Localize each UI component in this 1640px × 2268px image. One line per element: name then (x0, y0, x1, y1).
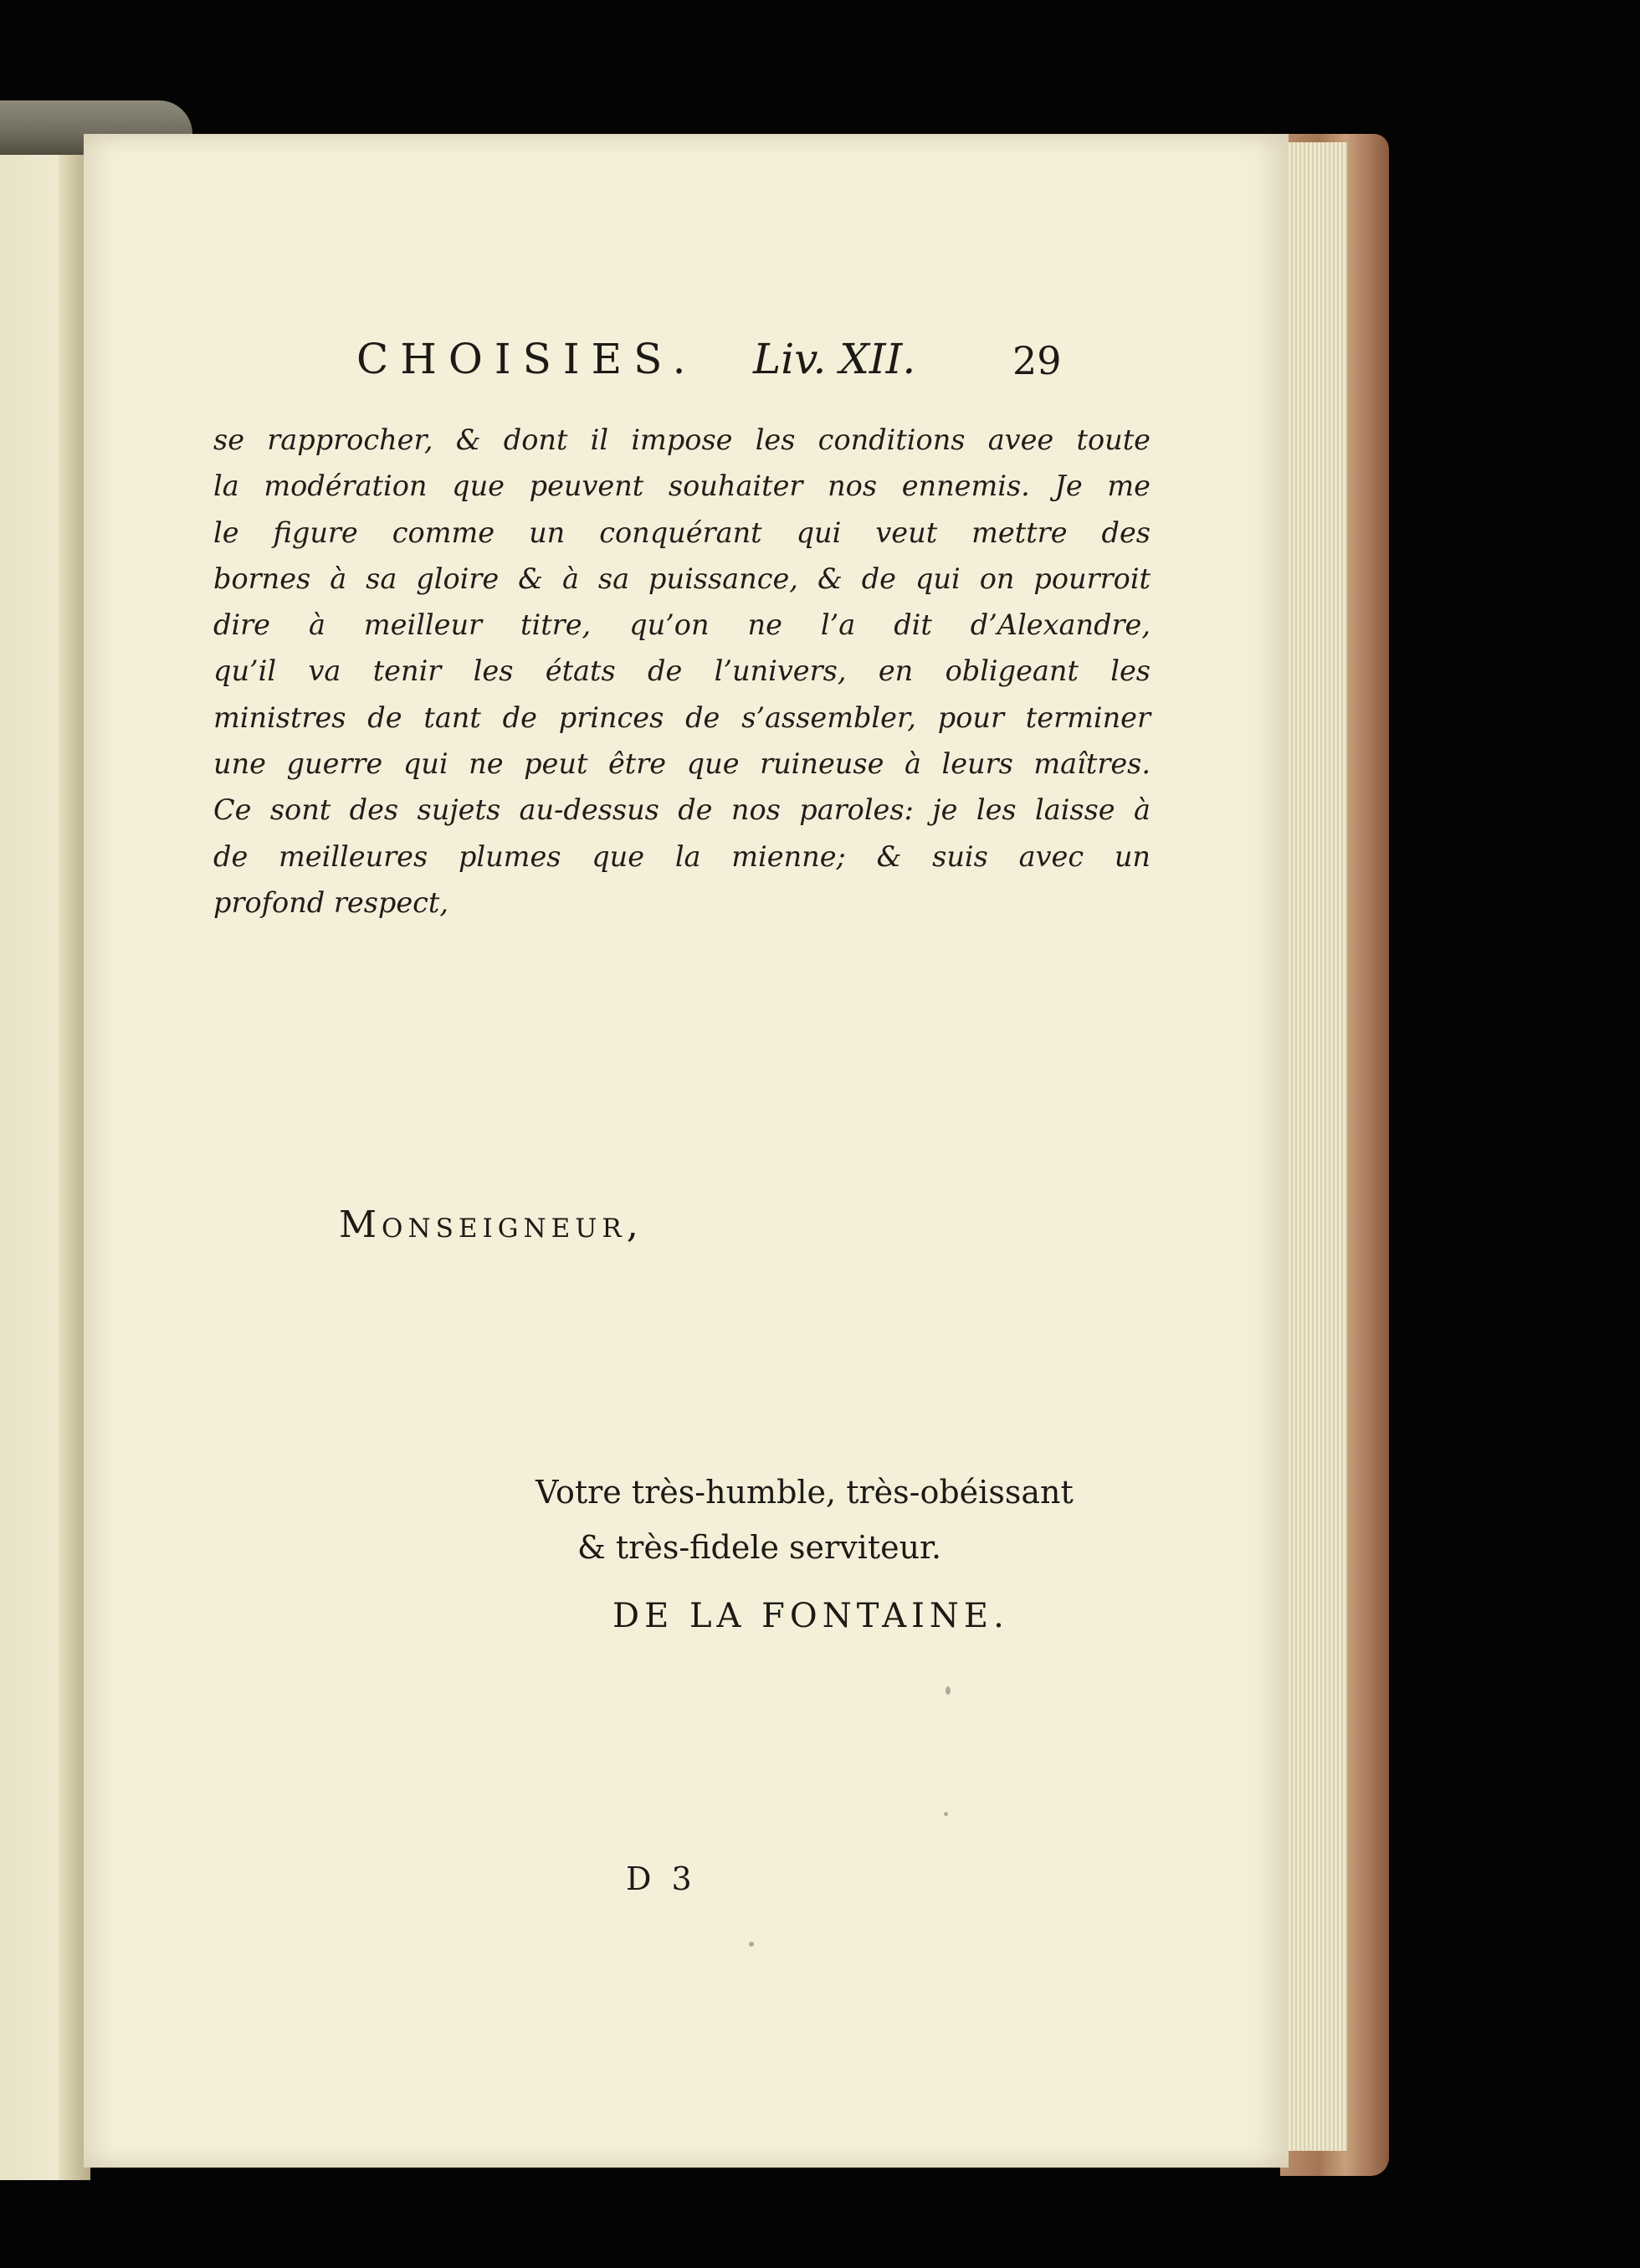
paper-speck (749, 1942, 754, 1947)
page-number: 29 (1012, 338, 1062, 383)
closing-formula (536, 1465, 1171, 1575)
text-line: profond respect, (213, 885, 449, 919)
paper-speck (946, 1686, 951, 1695)
paper-speck (944, 1812, 948, 1816)
body-paragraph (213, 417, 1151, 926)
text-line: qu’il va tenir les états de l’univers, en obligeant les (213, 654, 1151, 688)
closing-line: Votre très-humble, très-obéissant (536, 1474, 1074, 1511)
page-edges (1280, 142, 1347, 2151)
text-line: bornes à sa gloire & à sa puissance, & de qui on pourroit (213, 562, 1151, 595)
running-title: CHOISIES. (356, 335, 698, 383)
running-header (84, 335, 1289, 410)
signature: DE LA FONTAINE. (612, 1597, 1009, 1635)
text-line: dire à meilleur titre, qu’on ne l’a dit d’Alexandre, (213, 608, 1151, 642)
book-reference: Liv. XII. (753, 335, 916, 383)
text-line: une guerre qui ne peut être que ruineuse à leurs maîtres. (213, 747, 1151, 781)
text-line: ministres de tant de princes de s’assembler, pour terminer (213, 700, 1151, 734)
salutation: Monseigneur, (339, 1203, 643, 1246)
text-line: la modération que peuvent souhaiter nos ennemis. Je me (213, 470, 1151, 503)
book-page (84, 134, 1289, 2168)
closing-line: & très-fidele serviteur. (577, 1529, 942, 1566)
text-line: le figure comme un conquérant qui veut mettre des (213, 516, 1151, 549)
text-line: de meilleures plumes que la mienne; & suis avec un (213, 839, 1151, 873)
signature-mark: D 3 (626, 1860, 697, 1897)
text-line: Ce sont des sujets au-dessus de nos paroles: je les laisse à (213, 793, 1151, 827)
text-line: se rapprocher, & dont il impose les conditions avee toute (213, 423, 1151, 456)
